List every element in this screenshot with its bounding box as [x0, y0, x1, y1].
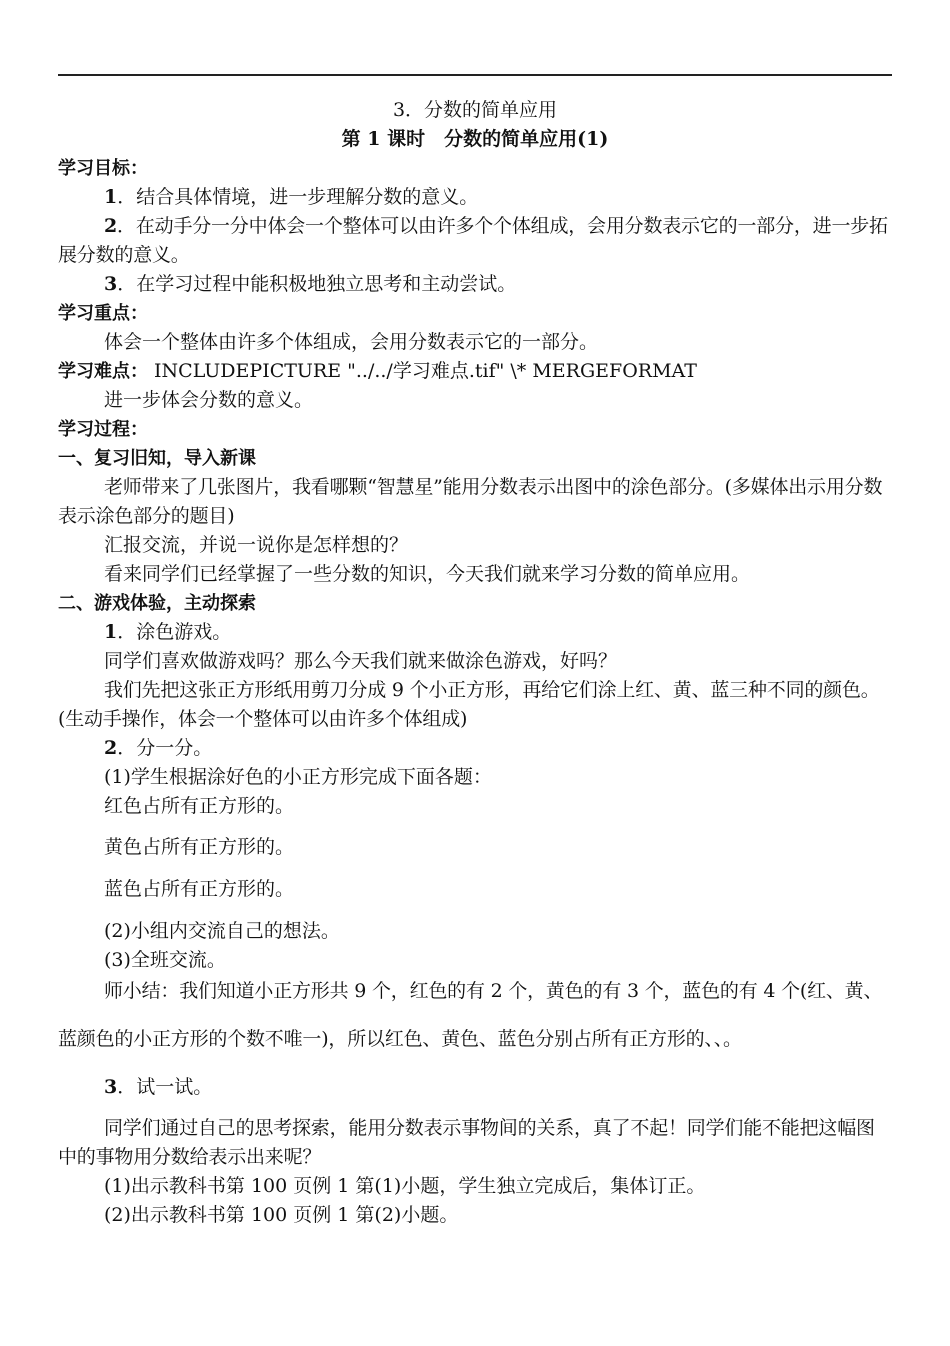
page-title: 3．分数的简单应用	[392, 99, 558, 121]
item-1-dot: ．	[117, 621, 137, 643]
goal-1-number: 1	[104, 186, 118, 208]
difficulty-field-code: INCLUDEPICTURE "../../学习难点.tif" \* MERGEFORMAT	[154, 360, 697, 382]
section-2-paragraph-1: 同学们喜欢做游戏吗？那么今天我们就来做涂色游戏，好吗？	[104, 650, 618, 672]
goal-3-dot: ．	[117, 273, 137, 295]
goal-3-number: 3	[104, 273, 118, 295]
item-2-number: 2	[104, 737, 118, 759]
goal-1-dot: ．	[117, 186, 137, 208]
header-rule	[58, 74, 892, 76]
difficulty-line	[58, 357, 892, 386]
section-2-item-1	[58, 618, 892, 647]
section-2-item-2	[58, 734, 892, 763]
example-1: (1)出示教科书第 100 页例 1 第(1)小题，学生独立完成后，集体订正。	[104, 1175, 706, 1197]
goal-2	[58, 212, 892, 270]
goal-2-number: 2	[104, 215, 118, 237]
item-3-dot: ．	[117, 1076, 137, 1098]
key-points-heading: 学习重点：	[58, 303, 148, 324]
goal-3	[58, 270, 892, 299]
section-1-paragraph-2: 汇报交流，并说一说你是怎样想的？	[104, 534, 409, 556]
section-2-heading: 二、游戏体验，主动探索	[58, 593, 256, 614]
section-1-paragraph-1: 老师带来了几张图片，我看哪颗“智慧星”能用分数表示出图中的涂色部分。(多媒体出示用分数表示涂色部分的题目)	[58, 476, 883, 527]
goal-3-text: 在学习过程中能积极地独立思考和主动尝试。	[136, 273, 517, 295]
key-points-text: 体会一个整体由许多个体组成，会用分数表示它的一部分。	[104, 331, 599, 353]
difficulty-text: 进一步体会分数的意义。	[104, 389, 314, 411]
item-2-text: 分一分。	[136, 737, 213, 759]
question-3: (3)全班交流。	[104, 949, 226, 971]
section-2-item-3	[58, 1073, 892, 1102]
question-1: (1)学生根据涂好色的小正方形完成下面各题：	[104, 766, 492, 788]
lesson-subtitle: 第 1 课时 分数的简单应用(1)	[341, 128, 609, 150]
section-1-paragraph-3: 看来同学们已经掌握了一些分数的知识，今天我们就来学习分数的简单应用。	[104, 563, 751, 585]
document-body	[58, 96, 892, 1230]
item-3-text: 试一试。	[136, 1076, 213, 1098]
section-2-paragraph-3: 同学们通过自己的思考探索，能用分数表示事物间的关系，真了不起！同学们能不能把这幅图中的事物用分数给表示出来呢？	[58, 1117, 875, 1168]
teacher-summary: 师小结：我们知道小正方形共 9 个，红色的有 2 个，黄色的有 3 个，蓝色的有 4 个(红、黄、蓝颜色的小正方形的个数不唯一)，所以红色、黄色、蓝色分别占所有正方形的、、。	[58, 980, 883, 1050]
difficulty-heading: 学习难点：	[58, 361, 148, 382]
process-heading: 学习过程：	[58, 419, 148, 440]
item-2-dot: ．	[117, 737, 137, 759]
red-fraction-line: 红色占所有正方形的。	[104, 795, 295, 817]
item-1-number: 1	[104, 621, 118, 643]
item-3-number: 3	[104, 1076, 118, 1098]
yellow-fraction-line: 黄色占所有正方形的。	[104, 836, 295, 858]
question-2: (2)小组内交流自己的想法。	[104, 920, 340, 942]
goals-heading: 学习目标：	[58, 158, 148, 179]
section-2-paragraph-2: 我们先把这张正方形纸用剪刀分成 9 个小正方形，再给它们涂上红、黄、蓝三种不同的颜色。(生动手操作，体会一个整体可以由许多个体组成)	[58, 679, 880, 730]
section-1-heading: 一、复习旧知，导入新课	[58, 448, 256, 469]
goal-2-text: 在动手分一分中体会一个整体可以由许多个个体组成，会用分数表示它的一部分，进一步拓展分数的意义。	[58, 215, 888, 266]
example-2: (2)出示教科书第 100 页例 1 第(2)小题。	[104, 1204, 459, 1226]
item-1-text: 涂色游戏。	[136, 621, 232, 643]
goal-2-dot: ．	[117, 215, 136, 237]
blue-fraction-line: 蓝色占所有正方形的。	[104, 878, 295, 900]
goal-1-text: 结合具体情境，进一步理解分数的意义。	[136, 186, 479, 208]
goal-1	[58, 183, 892, 212]
